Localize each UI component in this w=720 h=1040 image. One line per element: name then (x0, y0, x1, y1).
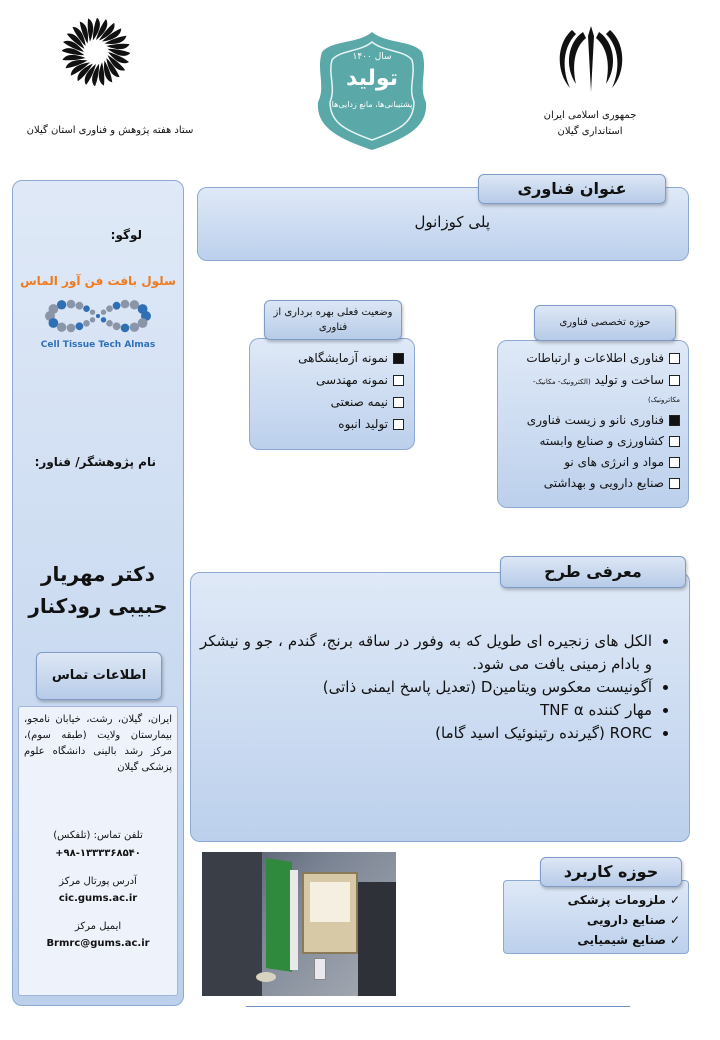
status-item[interactable]: تولید انبوه (266, 413, 404, 435)
status-item[interactable]: نمونه مهندسی (266, 369, 404, 391)
research-week-logo (62, 18, 130, 86)
email-link[interactable]: Brmrc@gums.ac.ir (46, 938, 150, 949)
check-icon: ✓ (669, 933, 680, 947)
intro-bullet: • آگونیست معکوس ویتامینD (تعدیل پاسخ ایمنی ذاتی) (200, 676, 652, 699)
application-section-header: حوزه کاربرد (540, 857, 682, 887)
badge-year: سال ۱۴۰۰ (352, 52, 392, 62)
address: ایران، گیلان، رشت، خیابان نامجو، بیمارستان ولایت (طبقه سوم)، مرکز رشد بالینی دانشگاه علوم پزشکی گیلان (24, 714, 172, 773)
iran-emblem (558, 22, 624, 96)
field-item[interactable]: کشاورزی و صنایع وابسته (504, 431, 680, 452)
company-name-en: Cell Tissue Tech Almas (40, 340, 156, 350)
checkbox-icon[interactable] (669, 478, 680, 489)
contact-info-button[interactable]: اطلاعات تماس (36, 652, 162, 700)
checkbox-icon[interactable] (669, 415, 680, 426)
application-item: ✓صنایع دارویی (520, 910, 680, 930)
intro-section-header: معرفی طرح (500, 556, 686, 588)
status-item[interactable]: نمونه آزمایشگاهی (266, 347, 404, 369)
logo-label: لوگو: (110, 228, 142, 242)
email-label: ایمیل مرکز (74, 921, 122, 932)
status-list (266, 347, 404, 435)
right-org-line1: جمهوری اسلامی ایران (543, 110, 637, 121)
field-list (504, 348, 680, 494)
portal-link[interactable]: cic.gums.ac.ir (58, 893, 138, 904)
check-icon: ✓ (669, 913, 680, 927)
checkbox-icon[interactable] (669, 457, 680, 468)
checkbox-icon[interactable] (393, 353, 404, 364)
production-year-badge (316, 30, 428, 152)
portal-label: آدرس پورتال مرکز (59, 876, 137, 887)
checkbox-icon[interactable] (669, 353, 680, 364)
left-org-name: ستاد هفته پژوهش و فناوری استان گیلان (26, 125, 194, 136)
status-section-header: وضعیت فعلی بهره برداری از فناوری (264, 300, 402, 340)
checkbox-icon[interactable] (393, 419, 404, 430)
company-name-fa: سلول بافت فن آور الماس (20, 274, 176, 288)
field-item[interactable]: مواد و انرژی های نو (504, 452, 680, 473)
title-section-header: عنوان فناوری (478, 174, 666, 204)
right-org-line2: استانداری گیلان (557, 126, 623, 137)
checkbox-icon[interactable] (393, 375, 404, 386)
badge-subtitle: پشتیبانی‌ها، مانع زدایی‌ها (331, 100, 413, 109)
intro-bullet: • مهار کننده TNF α (200, 699, 652, 722)
phone-number: +۹۸-۱۳۳۳۳۶۸۵۴۰ (55, 848, 141, 859)
checkbox-icon[interactable] (669, 375, 680, 386)
checkbox-icon[interactable] (669, 436, 680, 447)
application-item: ✓ملزومات پزشکی (520, 890, 680, 910)
product-photo (202, 852, 396, 996)
checkbox-icon[interactable] (393, 397, 404, 408)
field-item[interactable]: صنایع دارویی و بهداشتی (504, 473, 680, 494)
header (0, 0, 720, 170)
intro-bullet: • الکل های زنجیره ای طویل که به وفور در ساقه برنج، گندم ، جو و نیشکر و بادام زمینی یافت می شود. (200, 630, 652, 676)
field-section-header: حوزه تخصصی فناوری (534, 305, 676, 341)
phone-label: تلفن تماس: (تلفکس) (53, 830, 143, 841)
bottom-divider (246, 1006, 630, 1007)
researcher-label: نام پژوهشگر/ فناور: (34, 455, 156, 469)
status-item[interactable]: نیمه صنعتی (266, 391, 404, 413)
badge-word: تولید (345, 66, 398, 91)
intro-bullet: • RORC (گیرنده رتینوئیک اسید گاما) (200, 722, 652, 745)
field-item[interactable]: ساخت و تولید (الکترونیک- مکانیک- مکاترونیک) (533, 373, 680, 404)
field-item[interactable]: فناوری نانو و زیست فناوری (504, 410, 680, 431)
researcher-name-line1: دکتر مهریار (40, 562, 156, 586)
company-logo (42, 292, 154, 340)
intro-bullets (200, 630, 680, 745)
application-list (520, 890, 680, 950)
application-item: ✓صنایع شیمیایی (520, 930, 680, 950)
researcher-name-line2: حبیبی رودکنار (28, 594, 168, 618)
technology-title: پلی کوزانول (414, 213, 490, 231)
check-icon: ✓ (669, 893, 680, 907)
field-item[interactable]: فناوری اطلاعات و ارتباطات (504, 348, 680, 369)
